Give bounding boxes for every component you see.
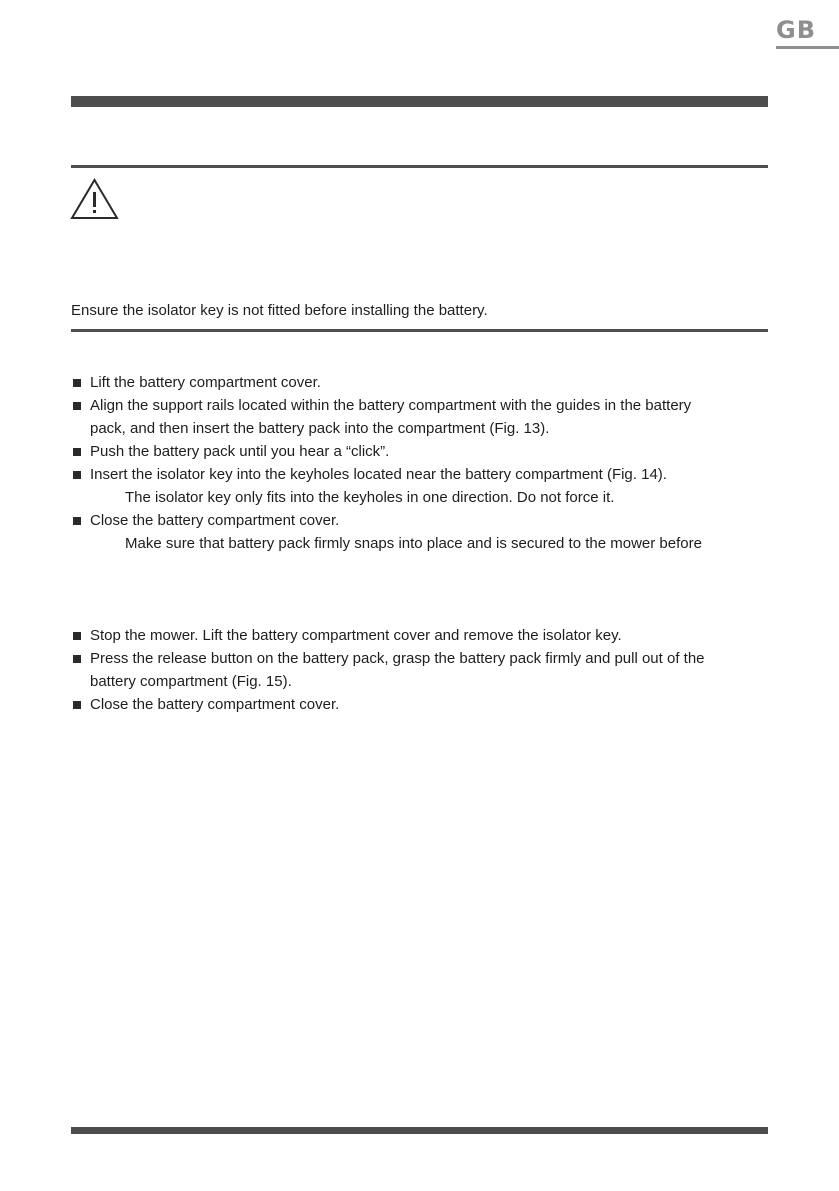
install-steps-list [71,371,702,555]
language-tab-underline [776,46,839,49]
bullet-square-icon [73,402,81,410]
step-text: battery compartment (Fig. 15). [90,673,292,690]
list-item [71,371,702,394]
list-item [71,624,705,647]
warning-text: Ensure the isolator key is not fitted before installing the battery. [71,302,488,319]
step-text: Close the battery compartment cover. [90,696,340,713]
list-item [71,693,705,716]
step-text: Insert the isolator key into the keyholes located near the battery compartment (Fig. 14). [90,466,667,483]
bullet-square-icon [73,632,81,640]
warning-bottom-rule [71,329,768,332]
list-item [71,463,702,486]
bullet-square-icon [73,448,81,456]
list-item [71,440,702,463]
bullet-square-icon [73,471,81,479]
step-text: Lift the battery compartment cover. [90,374,321,391]
bullet-square-icon [73,655,81,663]
step-note: Make sure that battery pack firmly snaps into place and is secured to the mower before [125,535,702,552]
warning-triangle-icon [70,178,119,220]
bullet-square-icon [73,701,81,709]
section-header-bar [71,96,768,107]
list-item [71,647,705,693]
bullet-square-icon [73,517,81,525]
footer-bar [71,1127,768,1134]
step-text: Press the release button on the battery pack, grasp the battery pack firmly and pull out of the [90,650,705,667]
step-text: Push the battery pack until you hear a “click”. [90,443,390,460]
step-text: Stop the mower. Lift the battery compartment cover and remove the isolator key. [90,627,622,644]
step-text: Close the battery compartment cover. [90,512,340,529]
bullet-square-icon [73,379,81,387]
step-text: Align the support rails located within the battery compartment with the guides in the battery [90,397,692,414]
list-item [71,509,702,532]
list-item [71,394,702,440]
step-note: The isolator key only fits into the keyholes in one direction. Do not force it. [125,489,615,506]
language-tab: GB [776,16,816,44]
remove-steps-list [71,624,705,716]
warning-top-rule [71,165,768,168]
step-text: pack, and then insert the battery pack into the compartment (Fig. 13). [90,420,550,437]
